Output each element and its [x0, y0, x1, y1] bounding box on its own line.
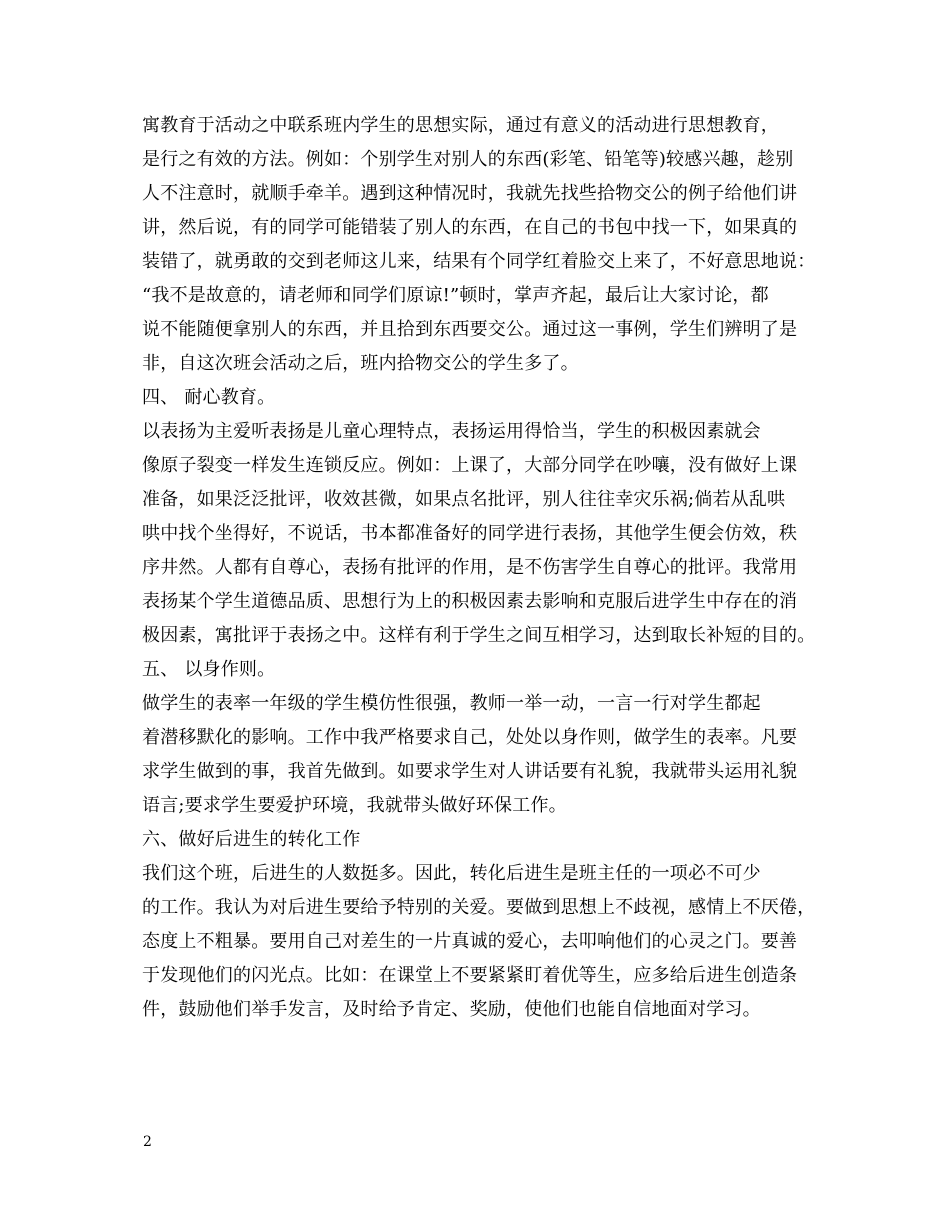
text-line: 以表扬为主爱听表扬是儿童心理特点，表扬运用得恰当，学生的积极因素就会 [142, 421, 761, 442]
text-line: 我们这个班，后进生的人数挺多。因此，转化后进生是班主任的一项必不可少 [142, 863, 761, 884]
section-heading: 六、做好后进生的转化工作 [142, 829, 361, 850]
text-line: 像原子裂变一样发生连锁反应。例如：上课了，大部分同学在吵嚷，没有做好上课 [142, 455, 798, 476]
text-line: 态度上不粗暴。要用自己对差生的一片真诚的爱心，去叩响他们的心灵之门。要善 [142, 931, 798, 952]
page-number: 2 [143, 1134, 152, 1150]
text-line: 极因素，寓批评于表扬之中。这样有利于学生之间互相学习，达到取长补短的目的。 [142, 625, 816, 646]
text-line: 讲，然后说，有的同学可能错装了别人的东西，在自己的书包中找一下，如果真的 [142, 217, 798, 238]
text-line: 非，自这次班会活动之后，班内拾物交公的学生多了。 [142, 353, 579, 374]
section-heading: 五、 以身作则。 [142, 659, 276, 680]
text-line: “我不是故意的，请老师和同学们原谅!”顿时，掌声齐起，最后让大家讨论，都 [142, 285, 769, 306]
text-line: 语言;要求学生要爱护环境，我就带头做好环保工作。 [142, 795, 567, 816]
text-line: 是行之有效的方法。例如：个别学生对别人的东西(彩笔、铅笔等)较感兴趣，趁别 [142, 149, 794, 170]
text-line: 哄中找个坐得好，不说话，书本都准备好的同学进行表扬，其他学生便会仿效，秩 [142, 523, 798, 544]
text-line: 于发现他们的闪光点。比如：在课堂上不要紧紧盯着优等生，应多给后进生创造条 [142, 965, 798, 986]
text-line: 件，鼓励他们举手发言，及时给予肯定、奖励，使他们也能自信地面对学习。 [142, 999, 761, 1020]
text-line: 序井然。人都有自尊心，表扬有批评的作用，是不伤害学生自尊心的批评。我常用 [142, 557, 798, 578]
text-line: 人不注意时，就顺手牵羊。遇到这种情况时，我就先找些拾物交公的例子给他们讲 [142, 183, 798, 204]
text-line: 的工作。我认为对后进生要给予特别的关爱。要做到思想上不歧视，感情上不厌倦， [142, 897, 816, 918]
text-line: 说不能随便拿别人的东西，并且拾到东西要交公。通过这一事例，学生们辨明了是 [142, 319, 798, 340]
text-line: 求学生做到的事，我首先做到。如要求学生对人讲话要有礼貌，我就带头运用礼貌 [142, 761, 798, 782]
text-line: 准备，如果泛泛批评，收效甚微，如果点名批评，别人往往幸灾乐祸;倘若从乱哄 [142, 489, 786, 510]
section-heading: 四、 耐心教育。 [142, 387, 276, 408]
text-line: 装错了，就勇敢的交到老师这儿来，结果有个同学红着脸交上来了，不好意思地说： [142, 251, 816, 272]
text-line: 寓教育于活动之中联系班内学生的思想实际，通过有意义的活动进行思想教育， [142, 115, 779, 136]
text-line: 做学生的表率一年级的学生模仿性很强，教师一举一动，一言一行对学生都起 [142, 693, 761, 714]
text-line: 着潜移默化的影响。工作中我严格要求自己，处处以身作则，做学生的表率。凡要 [142, 727, 798, 748]
text-line: 表扬某个学生道德品质、思想行为上的积极因素去影响和克服后进学生中存在的消 [142, 591, 798, 612]
